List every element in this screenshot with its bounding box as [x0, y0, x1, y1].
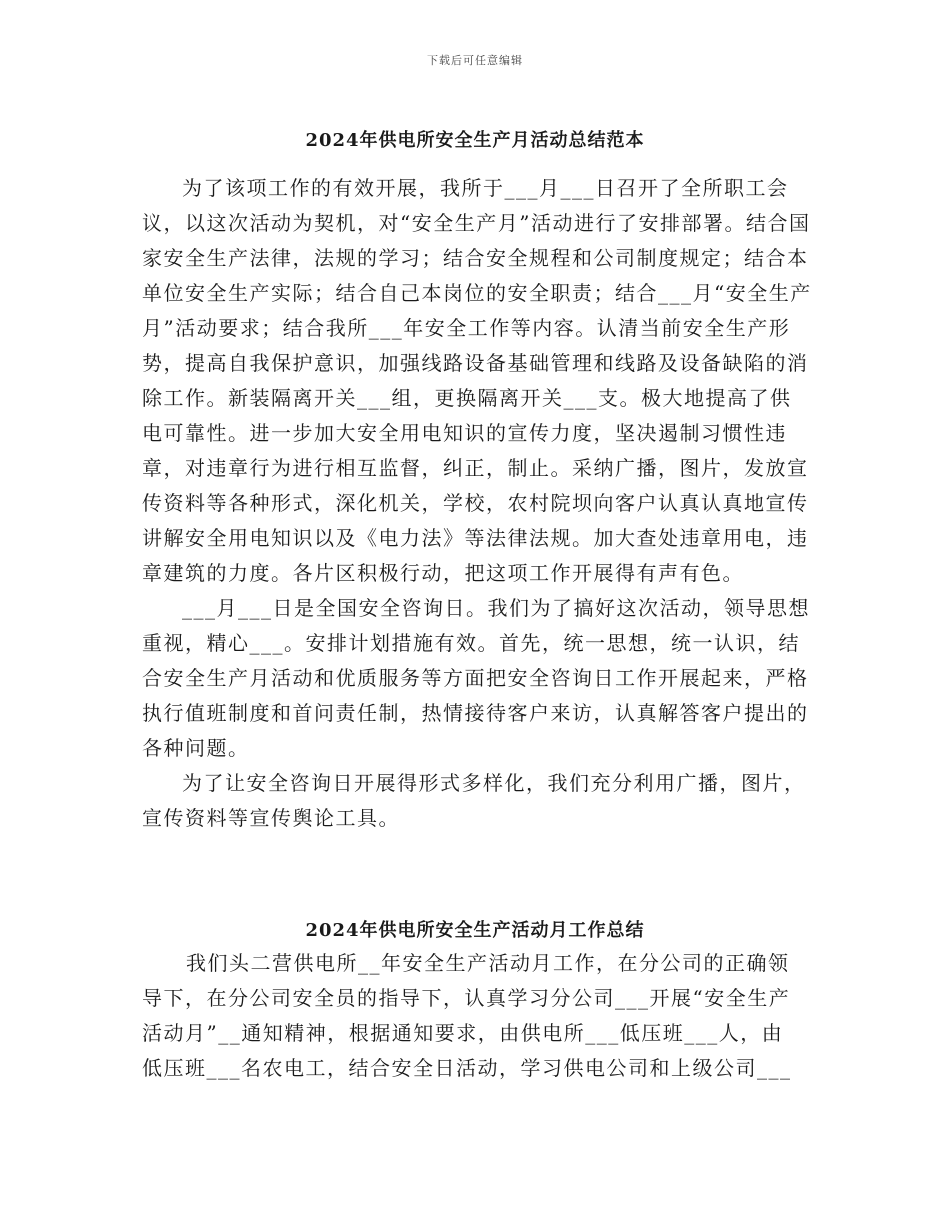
paragraph-1: 为了该项工作的有效开展，我所于___月___日召开了全所职工会议，以这次活动为契机，对“安全生产月”活动进行了安排部署。结合国家安全生产法律，法规的学习；结合安全规程和公司制度规定；结合本单位安全生产实际；结合自己本岗位的安全职责；结合___月“安全生产月”活动要求；结合我所___年安全工作等内容。认清当前安全生产形势，提高自我保护意识，加强线路设备基础管理和线路及设备缺陷的消除工作。新装隔离开关___组，更换隔离开关___支。极大地提高了供电可靠性。进一步加大安全用电知识的宣传力度，坚决遏制习惯性违章，对违章行为进行相互监督，纠正，制止。采纳广播，图片，发放宣传资料等各种形式，深化机关，学校，农村院坝向客户认真认真地宣传讲解安全用电知识以及《电力法》等法律法规。加大查处违章用电，违章建筑的力度。各片区积极行动，把这项工作开展得有声有色。	[142, 176, 812, 585]
section2-line-4: 低压班___名农电工，结合安全日活动，学习供电公司和上级公司___	[142, 1056, 792, 1080]
page-header: 下载后可任意编辑	[427, 54, 523, 67]
paragraph-3: 为了让安全咨询日开展得形式多样化，我们充分利用广播，图片，宣传资料等宣传舆论工具。	[142, 771, 806, 830]
section2-line-2: 导下，在分公司安全员的指导下，认真学习分公司___开展“安全生产	[142, 986, 791, 1010]
section1-title: 2024年供电所安全生产月活动总结范本	[305, 130, 645, 151]
section2-line-1: 我们头二营供电所__年安全生产活动月工作，在分公司的正确领	[186, 951, 790, 975]
section2-line-3: 活动月”__通知精神，根据通知要求，由供电所___低压班___人，由	[142, 1021, 784, 1045]
paragraph-2: ___月___日是全国安全咨询日。我们为了搞好这次活动，领导思想重视，精心___。安排计划措施有效。首先，统一思想，统一认识，结合安全生产月活动和优质服务等方面把安全咨询日工作开展起来，严格执行值班制度和首问责任制，热情接待客户来访，认真解答客户提出的各种问题。	[142, 596, 810, 760]
section1-body	[142, 171, 812, 836]
section2-title: 2024年供电所安全生产活动月工作总结	[305, 920, 645, 941]
section2-body	[142, 946, 812, 1086]
